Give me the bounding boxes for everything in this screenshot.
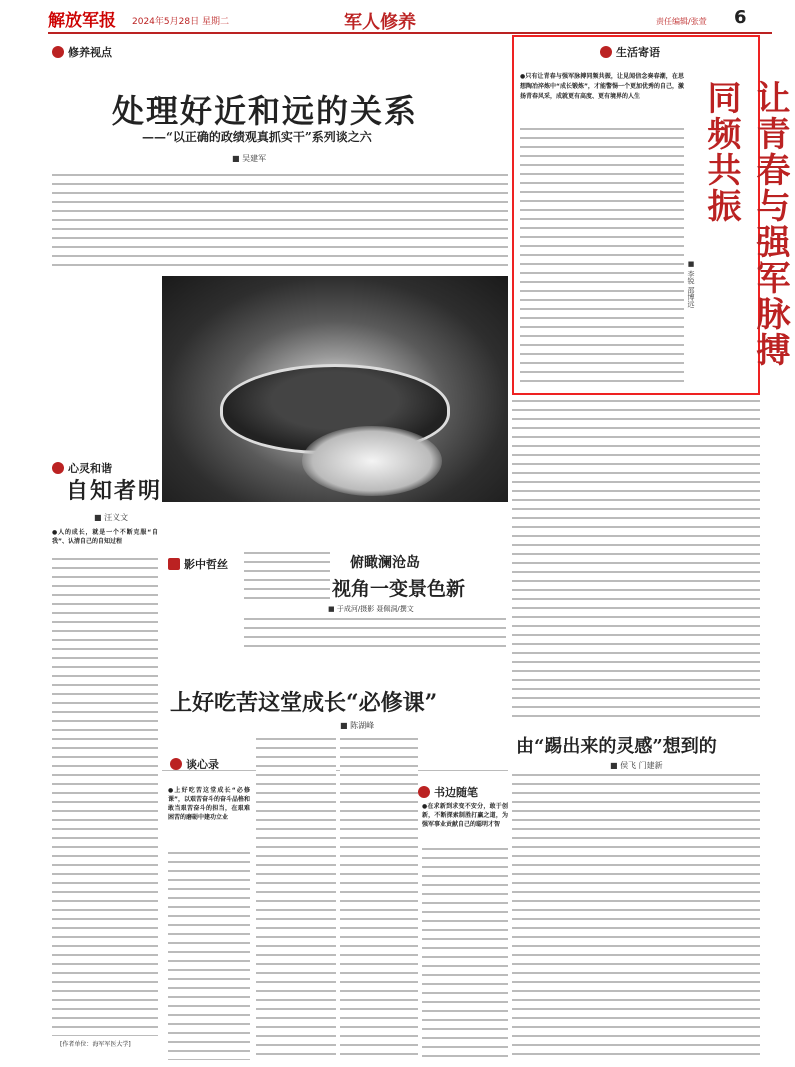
lead-5: ●上好吃苦这堂成长“必修课”，以艰苦奋斗的奋斗品格和敢当艰苦奋斗的担当，在艰难困苦的磨砺中建功立业: [168, 787, 250, 821]
bullet-icon: [600, 46, 612, 58]
byline-1: ■ 吴建军: [232, 154, 267, 163]
column-head-a: 修养视点: [52, 44, 112, 60]
article-5-body-c: [340, 736, 418, 1060]
lead-2: ●人的成长，就是一个不断克服“自我”、认清自己的自知过程: [52, 529, 158, 545]
article-1-body-cont: [162, 172, 508, 272]
article-5-body-a: [168, 850, 250, 1060]
footer-2: [作者单位：海军军医大学]: [60, 1041, 131, 1048]
bullet-icon: [52, 462, 64, 474]
article-4-body: [422, 846, 508, 1060]
lead-4: ●在求新到求变不安分，敢于创新，不断探索制胜打赢之道，为强军事业贡献自己的聪明才智: [422, 803, 508, 828]
issue-date: 2024年5月28日 星期二: [132, 17, 229, 27]
section-title: 军人修养: [344, 12, 416, 33]
bullet-icon: [170, 758, 182, 770]
headline-1: 处理好近和远的关系: [112, 92, 419, 130]
photo-headline: 俯瞰澜沧岛: [350, 555, 420, 571]
subhead-1: ——“以正确的政绩观真抓实干”系列谈之六: [142, 130, 372, 144]
photo-caption-a: [244, 550, 330, 600]
article-4-body-cont: [512, 772, 760, 1060]
byline-3: ■ 李锐 邵博远: [687, 260, 695, 308]
column-head-d: 书边随笔: [418, 784, 478, 800]
masthead: [48, 6, 772, 34]
photo-tag: 影中哲丝: [168, 556, 228, 572]
bullet-icon: [52, 46, 64, 58]
page-number: 6: [734, 7, 747, 28]
headline-2: 自知者明: [66, 478, 163, 504]
square-icon: [168, 558, 180, 570]
article-2-body: [52, 556, 158, 1036]
photo-caption-b: [244, 616, 506, 650]
column-head-b: 心灵和谐: [52, 460, 112, 476]
column-head-c: 生活寄语: [600, 44, 660, 60]
headline-4: 由“踢出来的灵感”想到的: [516, 736, 717, 757]
newspaper-logo: 解放军报: [48, 11, 116, 31]
column-head-e: 谈心录: [170, 756, 219, 772]
editor-credit: 责任编辑/张萱: [656, 17, 707, 26]
headline-5: 上好吃苦这堂成长“必修课”: [170, 690, 438, 716]
lead-3: ●只有让青春与强军脉搏同频共振，让見闻信念奏春潮，在思想陶冶淬炼中“成长锻炼”，才能警惕一个更加优秀的自己，激扬青春风采，成就更有高度、更有境界的人生: [520, 73, 684, 100]
byline-4: ■ 侯飞 门建新: [610, 761, 663, 770]
photo-byline: ■ 于成河/摄影 聂佩洞/撰文: [328, 605, 414, 613]
bullet-icon: [418, 786, 430, 798]
island-photo: [162, 276, 508, 502]
byline-5: ■ 陈湖峰: [340, 721, 375, 730]
headline-3: 让青春与强军脉搏同频共振: [701, 80, 790, 368]
cloud-shape: [302, 426, 442, 496]
article-3-body: [520, 126, 684, 388]
byline-2: ■ 汪义文: [94, 513, 129, 522]
photo-subhead: 视角一变景色新: [332, 578, 466, 600]
article-5-body-b: [256, 736, 336, 1060]
article-3-body-cont: [512, 398, 760, 723]
